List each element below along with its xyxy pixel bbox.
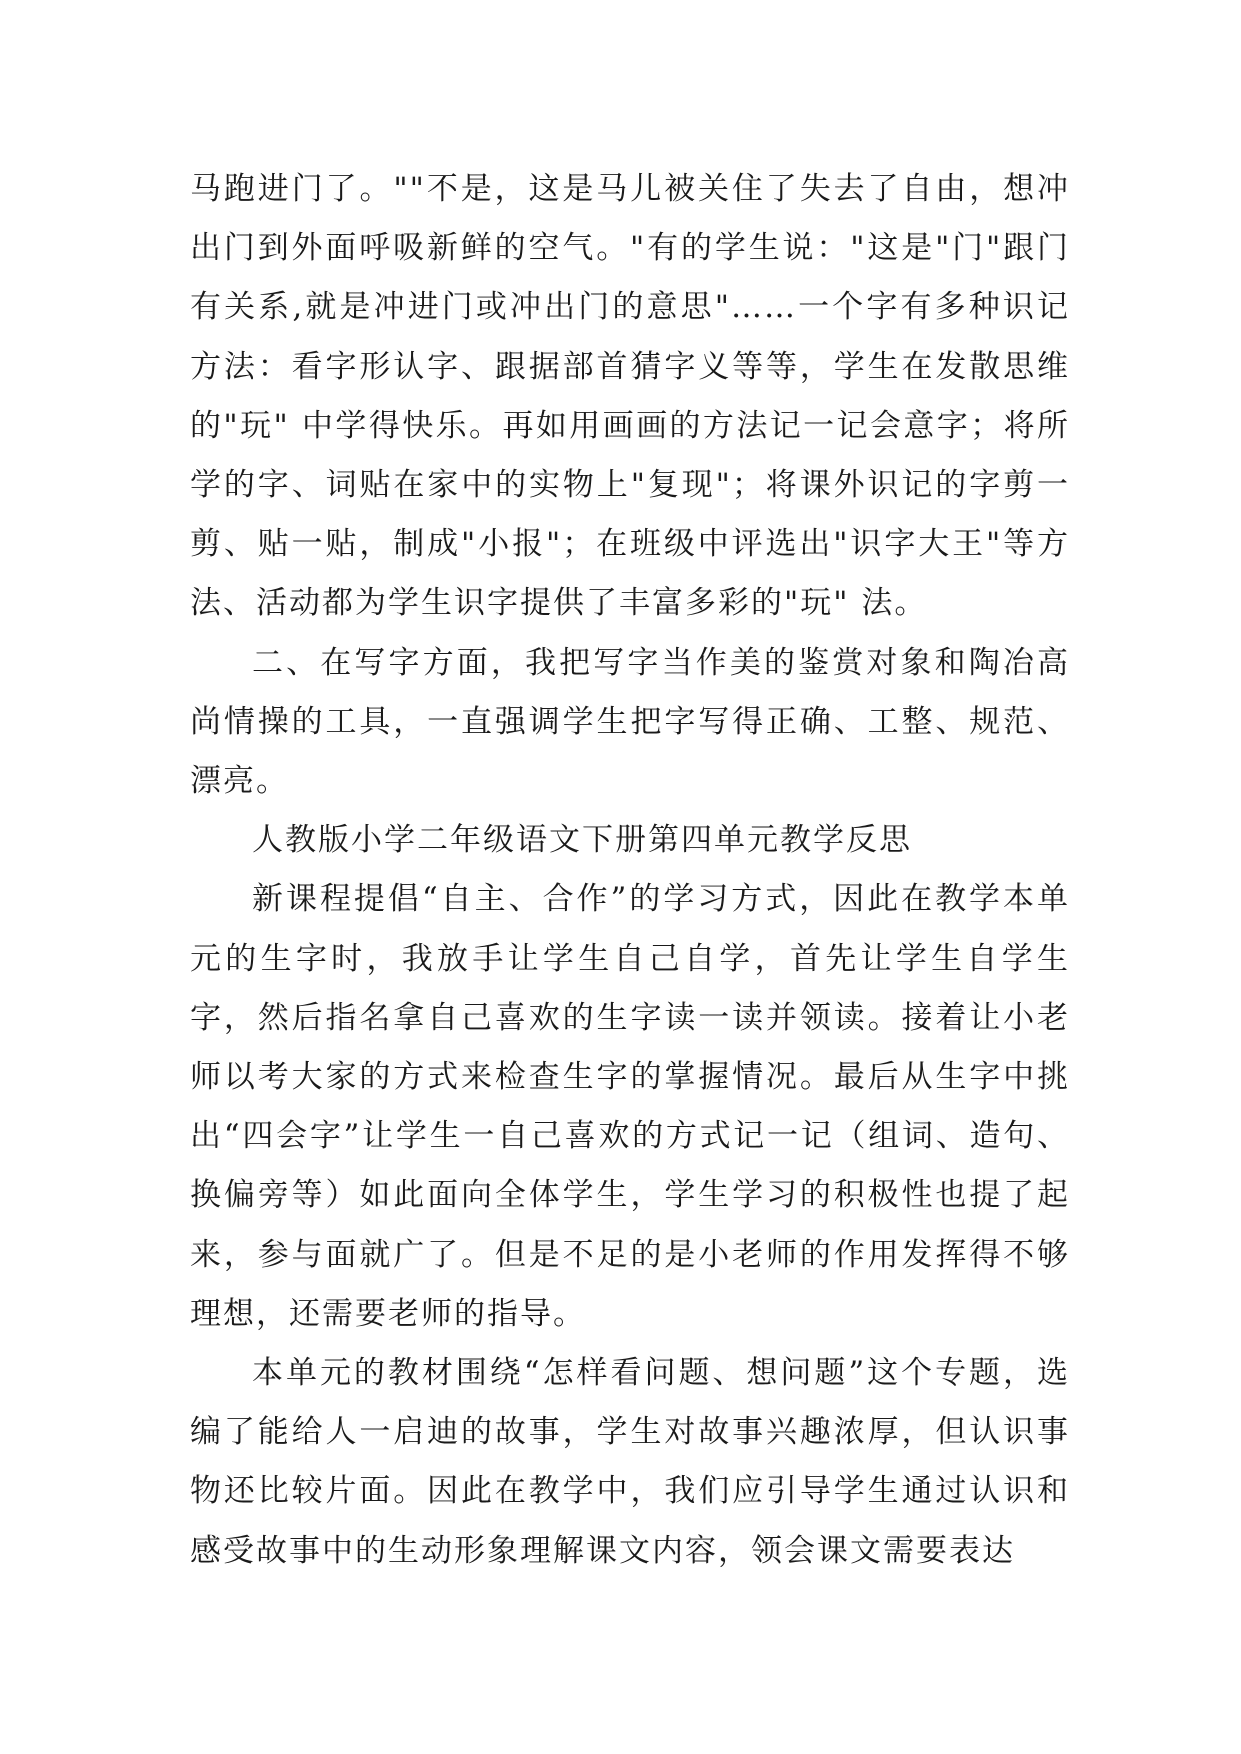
paragraph-continued: 马跑进门了。""不是，这是马儿被关住了失去了自由，想冲出门到外面呼吸新鲜的空气。"有的学生说："这是"门"跟门有关系,就是冲进门或冲出门的意思"……一个字有多种识记方法：看字形认字、跟据部首猜字义等等，学生在发散思维的"玩" 中学得快乐。再如用画画的方法记一记会意字；将所学的字、词贴在家中的实物上"复现"；将课外识记的字剪一剪、贴一贴，制成"小报"；在班级中评选出"识字大王"等方法、活动都为学生识字提供了丰富多彩的"玩" 法。 <box>190 171 1070 622</box>
document-body <box>190 160 1070 1581</box>
paragraph-unit-materials: 本单元的教材围绕“怎样看问题、想问题”这个专题，选编了能给人一启迪的故事，学生对故事兴趣浓厚，但认识事物还比较片面。因此在教学中，我们应引导学生通过认识和感受故事中的生动形象理解课文内容，领会课文需要表达 <box>190 1355 1070 1569</box>
paragraph-writing: 二、在写字方面，我把写字当作美的鉴赏对象和陶冶高尚情操的工具，一直强调学生把字写得正确、工整、规范、漂亮。 <box>190 644 1070 800</box>
paragraph-new-curriculum: 新课程提倡“自主、合作”的学习方式，因此在教学本单元的生字时，我放手让学生自己自学，首先让学生自学生字，然后指名拿自己喜欢的生字读一读并领读。接着让小老师以考大家的方式来检查生字的掌握情况。最后从生字中挑出“四会字”让学生一自己喜欢的方式记一记（组词、造句、换偏旁等）如此面向全体学生，学生学习的积极性也提了起来，参与面就广了。但是不足的是小老师的作用发挥得不够理想，还需要老师的指导。 <box>190 881 1070 1332</box>
section-title: 人教版小学二年级语文下册第四单元教学反思 <box>252 822 912 859</box>
